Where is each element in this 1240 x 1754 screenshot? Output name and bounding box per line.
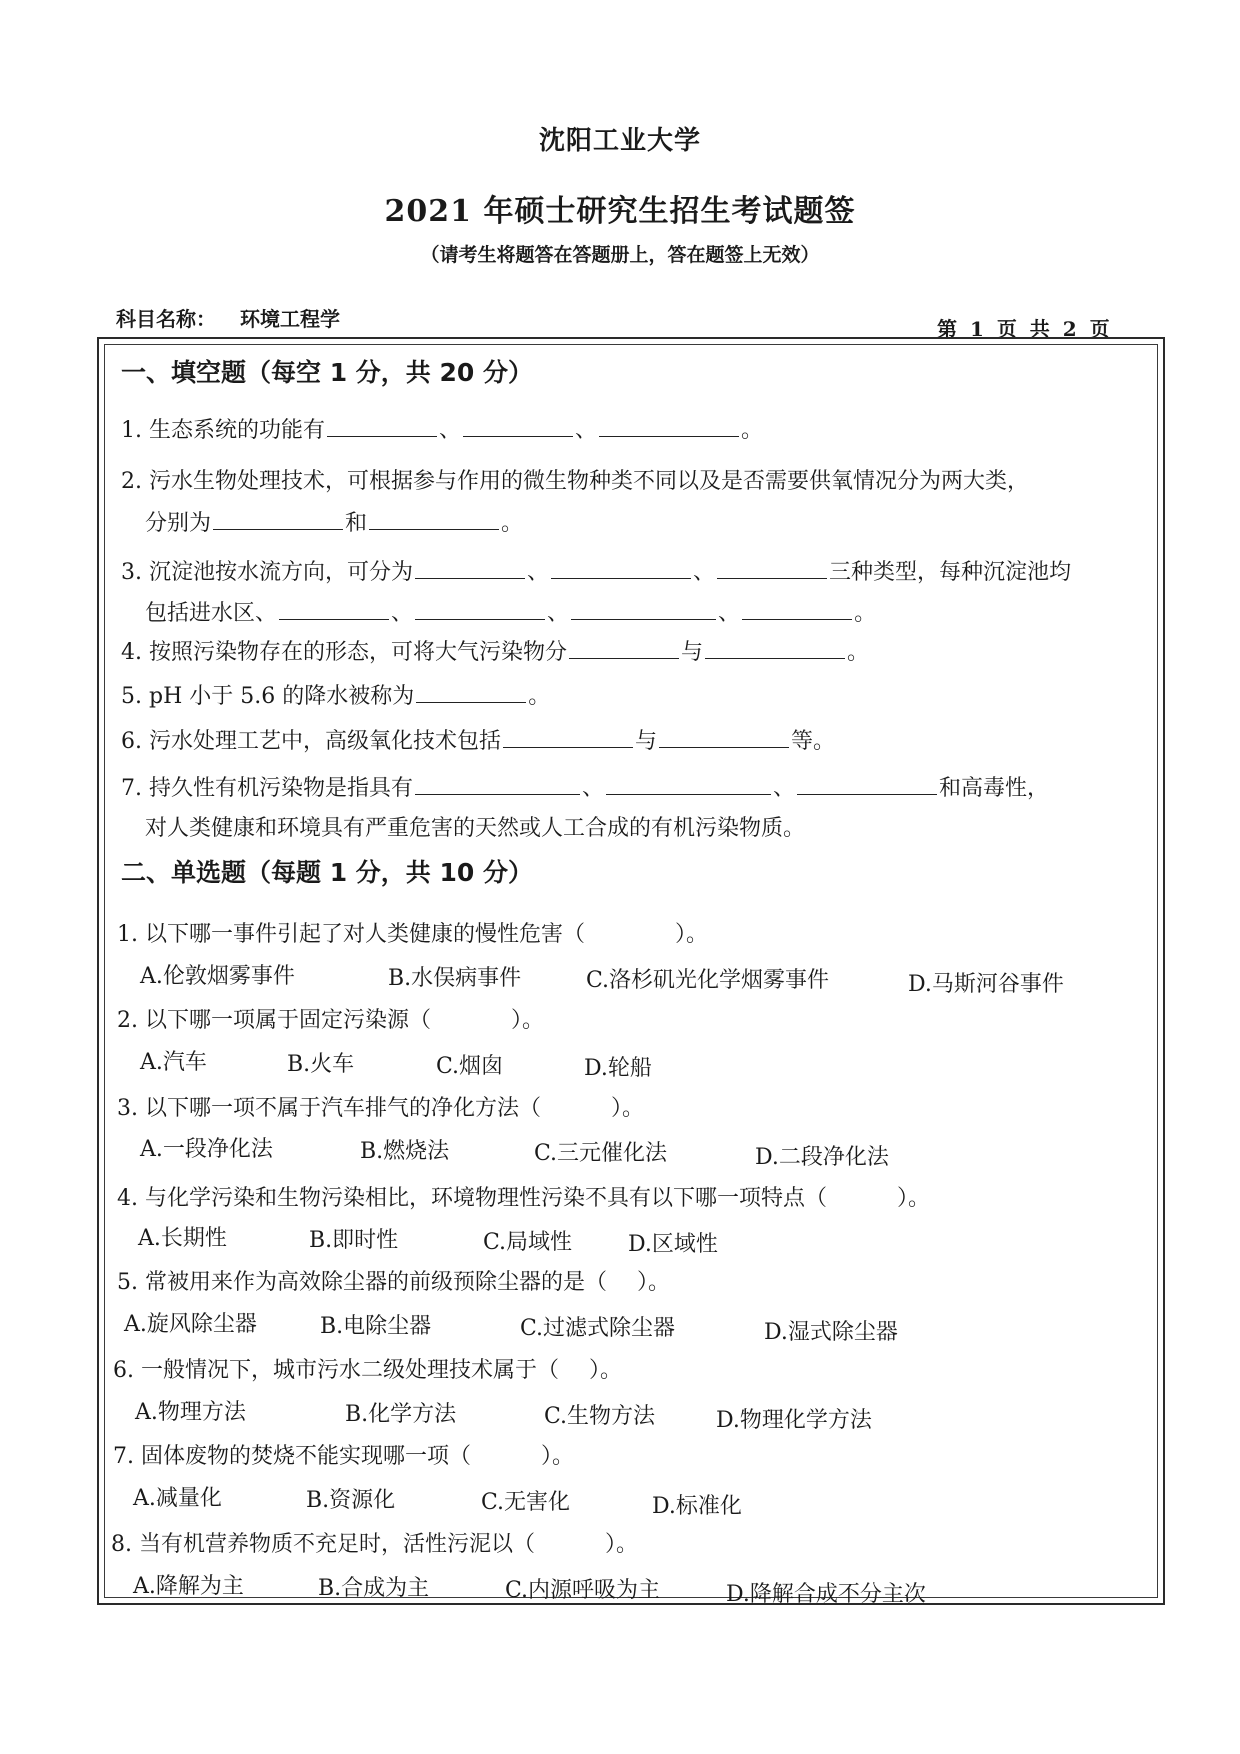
blank (213, 507, 343, 530)
question-stem: 3. 以下哪一项不属于汽车排气的净化方法（ (117, 1096, 541, 1121)
fill-question-2-line2 (145, 507, 523, 539)
option: D.降解合成不分主次 (726, 1582, 926, 1607)
q7-tail: 和高毒性， (939, 776, 1050, 801)
option: B.化学方法 (345, 1402, 457, 1427)
question-stem: 2. 以下哪一项属于固定污染源（ (117, 1008, 431, 1033)
q3-stem: 3. 沉淀池按水流方向，可分为 (121, 560, 413, 585)
blank (369, 507, 499, 530)
option: C.三元催化法 (534, 1141, 668, 1166)
fill-question-6 (121, 725, 835, 757)
option: A.汽车 (140, 1050, 207, 1075)
option: B.电除尘器 (320, 1314, 432, 1339)
subject-label: 科目名称： (116, 307, 216, 331)
section1-title: 一、填空题（每空 1 分，共 20 分） (121, 358, 534, 387)
question-stem: 1. 以下哪一事件引起了对人类健康的慢性危害（ (117, 922, 585, 947)
option: B.水俣病事件 (388, 966, 522, 991)
question-stem: 4. 与化学污染和生物污染相比，环境物理性污染不具有以下哪一项特点（ (117, 1186, 827, 1211)
blank (797, 772, 937, 795)
option: B.资源化 (306, 1488, 396, 1513)
question-end: ）。 (510, 1008, 544, 1033)
exam-notice: （请考生将题答在答题册上，答在题签上无效） (420, 244, 820, 266)
choice-question-7 (113, 1442, 574, 1472)
question-end: ）。 (637, 1270, 671, 1295)
option: C.烟囱 (436, 1054, 504, 1079)
option: A.一段净化法 (140, 1137, 273, 1162)
option: B.火车 (287, 1052, 355, 1077)
option: A.减量化 (133, 1486, 222, 1511)
school-name: 沈阳工业大学 (538, 126, 701, 156)
q1-stem: 1. 生态系统的功能有 (121, 418, 325, 443)
q4-stem: 4. 按照污染物存在的形态，可将大气污染物分 (121, 640, 567, 665)
q1-sep: 、 (575, 418, 598, 443)
q2-end: 。 (501, 511, 524, 536)
blank (551, 556, 691, 579)
blank (742, 597, 852, 620)
fill-question-3-line1 (121, 556, 1071, 588)
q5-end: 。 (528, 684, 551, 709)
option: C.无害化 (481, 1490, 571, 1515)
q3-sep: 、 (718, 601, 741, 626)
fill-question-7-line1 (121, 772, 1049, 804)
blank (415, 556, 525, 579)
option: C.内源呼吸为主 (505, 1578, 661, 1603)
option: A.长期性 (138, 1226, 227, 1251)
blank (571, 597, 716, 620)
question-stem: 6. 一般情况下，城市污水二级处理技术属于（ (113, 1358, 559, 1383)
question-stem: 7. 固体废物的焚烧不能实现哪一项（ (113, 1444, 471, 1469)
q3-tail: 三种类型，每种沉淀池均 (829, 560, 1072, 585)
blank (717, 556, 827, 579)
fill-question-5 (121, 680, 550, 712)
question-end: ）。 (541, 1444, 575, 1469)
option: D.物理化学方法 (716, 1408, 872, 1433)
blank (599, 414, 739, 437)
q6-sep: 与 (635, 729, 658, 754)
choice-question-2 (117, 1006, 544, 1036)
q4-sep: 与 (681, 640, 704, 665)
option: A.伦敦烟雾事件 (140, 964, 295, 989)
question-stem: 5. 常被用来作为高效除尘器的前级预除尘器的是（ (117, 1270, 607, 1295)
blank (659, 725, 789, 748)
blank (569, 636, 679, 659)
option: A.降解为主 (133, 1574, 244, 1599)
q1-end: 。 (741, 418, 764, 443)
choice-question-8 (111, 1530, 638, 1560)
q3-stem2: 包括进水区、 (145, 601, 278, 626)
q3-sep: 、 (526, 560, 549, 585)
q4-end: 。 (847, 640, 870, 665)
blank (327, 414, 437, 437)
choice-question-1 (117, 920, 708, 950)
q2-stem: 分别为 (145, 511, 212, 536)
question-end: ）。 (589, 1358, 623, 1383)
q3-sep: 、 (391, 601, 414, 626)
blank (279, 597, 389, 620)
option: A.物理方法 (135, 1400, 246, 1425)
question-stem: 8. 当有机营养物质不充足时，活性污泥以（ (111, 1532, 535, 1557)
choice-question-4 (117, 1184, 930, 1214)
q3-sep: 、 (693, 560, 716, 585)
exam-title: 2021 年硕士研究生招生考试题签 (384, 194, 856, 229)
option: D.标准化 (652, 1494, 742, 1519)
subject-line (116, 303, 340, 332)
option: C.过滤式除尘器 (520, 1316, 676, 1341)
blank (415, 772, 580, 795)
option: C.局域性 (483, 1230, 573, 1255)
option: B.合成为主 (318, 1576, 430, 1601)
q6-stem: 6. 污水处理工艺中，高级氧化技术包括 (121, 729, 501, 754)
fill-question-1 (121, 414, 763, 446)
blank (463, 414, 573, 437)
question-end: ）。 (675, 922, 709, 947)
q5-stem: 5. pH 小于 5.6 的降水被称为 (121, 684, 415, 709)
section2-title: 二、单选题（每题 1 分，共 10 分） (121, 858, 534, 887)
page-info: 第 1 页 共 2 页 (937, 317, 1110, 341)
q7-sep: 、 (773, 776, 796, 801)
q1-sep: 、 (438, 418, 461, 443)
fill-question-4 (121, 636, 869, 668)
option: D.湿式除尘器 (764, 1320, 898, 1345)
option: C.洛杉矶光化学烟雾事件 (586, 968, 830, 993)
choice-question-5 (117, 1268, 670, 1298)
question-end: ）。 (605, 1532, 639, 1557)
option: D.区域性 (628, 1232, 718, 1257)
q3-sep: 、 (547, 601, 570, 626)
q3-end: 。 (854, 601, 877, 626)
fill-question-3-line2 (145, 597, 876, 629)
question-end: ）。 (897, 1186, 931, 1211)
q6-end: 等。 (791, 729, 836, 754)
q2-sep: 和 (345, 511, 368, 536)
blank (416, 680, 526, 703)
q7-sep: 、 (581, 776, 604, 801)
blank (705, 636, 845, 659)
option: D.二段净化法 (755, 1145, 889, 1170)
option: A.旋风除尘器 (124, 1312, 257, 1337)
q7-stem: 7. 持久性有机污染物是指具有 (121, 776, 413, 801)
blank (606, 772, 771, 795)
blank (415, 597, 545, 620)
subject-name: 环境工程学 (240, 307, 340, 331)
option: C.生物方法 (544, 1404, 656, 1429)
option: D.马斯河谷事件 (908, 972, 1064, 997)
fill-question-2-line1: 2. 污水生物处理技术，可根据参与作用的微生物种类不同以及是否需要供氧情况分为两大类， (121, 469, 1029, 494)
question-end: ）。 (611, 1096, 645, 1121)
option: B.即时性 (309, 1228, 399, 1253)
fill-question-7-line2: 对人类健康和环境具有严重危害的天然或人工合成的有机污染物质。 (145, 816, 806, 841)
blank (503, 725, 633, 748)
option: B.燃烧法 (360, 1139, 450, 1164)
choice-question-6 (113, 1356, 622, 1386)
choice-question-3 (117, 1094, 644, 1124)
option: D.轮船 (584, 1056, 652, 1081)
